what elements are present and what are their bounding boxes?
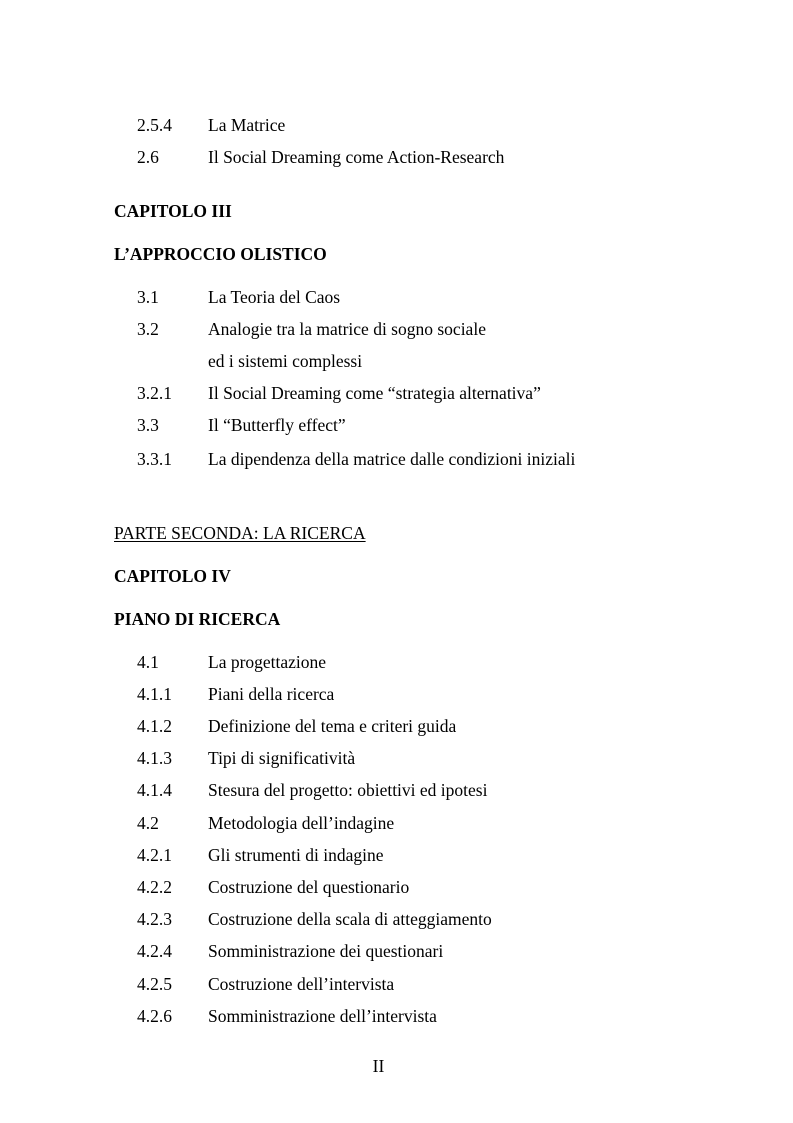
toc-entry-number: 2.5.4 [137,115,172,135]
page-number: II [372,1056,385,1076]
toc-entry-title: ed i sistemi complessi [208,351,363,371]
toc-entry-title: Piani della ricerca [208,684,335,704]
toc-entry-number: 4.1 [137,652,159,672]
toc-entry-title: Metodologia dell’indagine [208,813,395,833]
toc-entry-title: Costruzione della scala di atteggiamento [208,909,492,929]
chapter-heading: CAPITOLO IV [114,566,231,586]
toc-entry-title: Definizione del tema e criteri guida [208,716,457,736]
toc-entry [0,447,793,471]
toc-entry-number: 4.2.2 [137,877,172,897]
toc-entry-title: Il Social Dreaming come “strategia alternativa” [208,383,541,403]
toc-entry [0,843,793,867]
toc-entry-title: Costruzione dell’intervista [208,974,395,994]
toc-entry-title: Gli strumenti di indagine [208,845,384,865]
toc-entry [0,875,793,899]
toc-entry [0,413,793,437]
toc-entry [0,714,793,738]
toc-entry [0,1004,793,1028]
toc-entry [0,285,793,309]
chapter-heading: CAPITOLO III [114,201,232,221]
toc-entry-title: Il Social Dreaming come Action-Research [208,147,505,167]
toc-entry [0,317,793,341]
toc-entry-number: 4.1.1 [137,684,172,704]
toc-entry [0,682,793,706]
toc-entry-title: Il “Butterfly effect” [208,415,346,435]
toc-entry-title: Stesura del progetto: obiettivi ed ipotesi [208,780,488,800]
toc-entry-title: Somministrazione dell’intervista [208,1006,437,1026]
toc-entry-number: 4.1.3 [137,748,172,768]
toc-entry-title: La Teoria del Caos [208,287,341,307]
toc-entry-title: Costruzione del questionario [208,877,410,897]
toc-entry-title: La progettazione [208,652,327,672]
chapter-title: L’APPROCCIO OLISTICO [114,244,327,264]
toc-entry-title: La dipendenza della matrice dalle condizioni iniziali [208,449,576,469]
toc-entry-title: Tipi di significatività [208,748,356,768]
toc-entry-number: 3.2 [137,319,159,339]
toc-entry-number: 3.3 [137,415,159,435]
toc-entry [0,650,793,674]
part-heading: PARTE SECONDA: LA RICERCA [114,523,366,543]
toc-entry [0,113,793,137]
toc-entry-number: 3.3.1 [137,449,172,469]
toc-entry-number: 4.1.2 [137,716,172,736]
toc-entry [0,778,793,802]
toc-entry-number: 4.2.5 [137,974,172,994]
chapter-title: PIANO DI RICERCA [114,609,281,629]
toc-entry [0,939,793,963]
toc-entry-number: 4.2.4 [137,941,172,961]
toc-entry-number: 2.6 [137,147,159,167]
toc-entry-continuation [0,349,793,373]
toc-entry-title: Somministrazione dei questionari [208,941,444,961]
toc-entry-title: La Matrice [208,115,286,135]
toc-entry-number: 4.2.6 [137,1006,172,1026]
toc-entry [0,381,793,405]
toc-entry-title: Analogie tra la matrice di sogno sociale [208,319,486,339]
toc-entry [0,746,793,770]
toc-entry [0,145,793,169]
toc-entry-number: 4.2.1 [137,845,172,865]
toc-entry-number: 4.2.3 [137,909,172,929]
toc-entry-number: 3.2.1 [137,383,172,403]
toc-entry-number: 4.1.4 [137,780,172,800]
toc-entry-number: 4.2 [137,813,159,833]
toc-entry [0,907,793,931]
toc-entry [0,972,793,996]
toc-entry-number: 3.1 [137,287,159,307]
toc-entry [0,811,793,835]
